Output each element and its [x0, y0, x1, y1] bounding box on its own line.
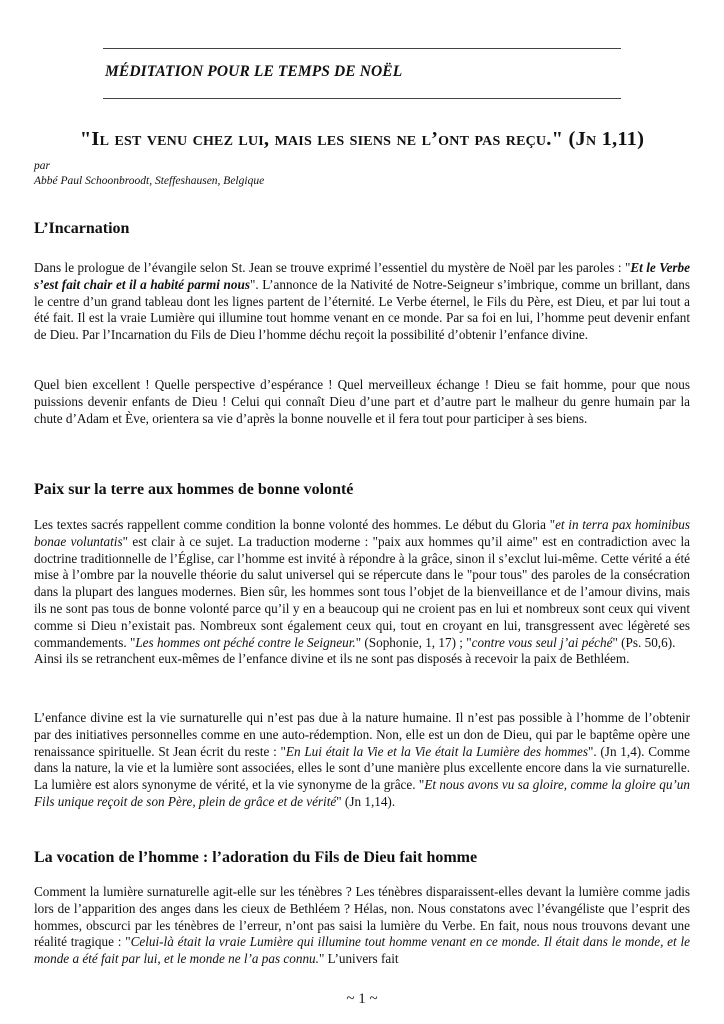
section-heading: L’Incarnation — [34, 220, 130, 237]
emphasized-text: et in terra pax hominibus bonae voluntatis — [34, 517, 690, 549]
text-run: Ainsi ils se retranchent eux-mêmes de l’enfance divine et ils ne sont pas disposés à recevoir la paix de Bethléem. — [34, 651, 630, 667]
emphasized-text: contre vous seul j’ai péché — [471, 634, 613, 650]
byline — [34, 159, 264, 189]
emphasized-text: Celui-là était la vraie Lumière qui illumine tout homme venant en ce monde. Il était dans le monde, et le monde a été fait par lui, et le monde ne l’a pas connu. — [34, 934, 691, 967]
byline-par: par — [34, 160, 50, 172]
byline-author: Abbé Paul Schoonbroodt, Steffeshausen, Belgique — [34, 175, 265, 187]
text-run: Dans le prologue de l’évangile selon St. Jean se trouve exprimé l’essentiel du mystère de Noël par les paroles : " — [34, 260, 631, 275]
text-run: " (Ps. 50,6). — [612, 634, 676, 650]
text-run: " (Jn 1,14). — [336, 793, 396, 809]
text-run: L’enfance divine est la vie surnaturelle qui n’est pas due à la nature humaine. Il n’est pas possible à l’homme de l’obtenir par des initiatives personnelles comme en une auto-rédemption. Non, elle est un don de Dieu, qui par le baptême opère une renaissance spirituelle. St Jean écrit du reste : " — [34, 710, 690, 759]
header-bottom-rule — [103, 98, 621, 99]
text-run: " (Sophonie, 1, 17) ; " — [355, 634, 472, 650]
page-number: ~ 1 ~ — [346, 991, 378, 1007]
paragraph — [34, 517, 690, 668]
paragraph — [34, 377, 690, 427]
text-run: Comment la lumière surnaturelle agit-elle sur les ténèbres ? Les ténèbres disparaissent-elles devant la lumière comme jadis lors de l’apparition des anges dans les cieux de Bethléem ? Hélas, non. Nous constatons avec l’évangéliste que l’esprit des hommes, obscurci par les ténèbres de l’erreur, n’ont pas saisi la lumière du Verbe. En fait, nous nous trouvons devant une réalité tragique : " — [34, 884, 690, 950]
text-run: " L’univers fait — [318, 951, 399, 967]
paragraph — [34, 710, 690, 811]
emphasized-text: Et le Verbe s’est fait chair et il a habité parmi nous — [34, 260, 690, 292]
text-run: " est clair à ce sujet. La traduction moderne : "paix aux hommes qu’il aime" est en contradiction avec la doctrine traditionnelle de l’Église, car l’homme est invité à répondre à la grâce, sinon il s’exclut lui-même. Cette vérité a été mise à l’ombre par la nouvelle théorie du salut universel qui se répercute dans le "pour tous" des paroles de la consécration dans la plupart des langues modernes. Bien sûr, les hommes sont tous l’objet de la bienveillance et de l’amour divins, mais ils ne sont pas tous de bonne volonté parce qu’il y en a beaucoup qui ne croient pas en lui et nombreux sont ceux qui vivent comme si Dieu n’existait pas. Nombreux sont également ceux qui, tout en croyant en lui, transgressent avec légèreté ses commandements. " — [34, 533, 690, 650]
header-title: MÉDITATION POUR LE TEMPS DE NOËL — [105, 63, 403, 80]
emphasized-text: Et nous avons vu sa gloire, comme la gloire qu’un Fils unique reçoit de son Père, plein de grâce et de vérité — [34, 777, 690, 809]
article-title: "Il est venu chez lui, mais les siens ne l’ont pas reçu." (Jn 1,11) — [79, 128, 645, 150]
text-run: Quel bien excellent ! Quelle perspective d’espérance ! Quel merveilleux échange ! Dieu se fait homme, pour que nous puissions devenir enfants de Dieu ! Celui qui connaît Dieu d’une part et d’autre part le malheur du genre humain par la chute d’Adam et Ève, orientera sa vie d’après la bonne nouvelle et il fera tout pour participer à ses biens. — [34, 377, 690, 426]
text-run: ". L’annonce de la Nativité de Notre-Seigneur s’imbrique, comme un brillant, dans le centre d’un grand tableau dont les lignes partent de l’éternité. Le Verbe éternel, le Fils du Père, est Dieu, et par lui tout a été fait. Il est la vraie Lumière qui illumine tout homme venant en ce monde. Par sa foi en lui, l’homme peut devenir enfant de Dieu. Par l’Incarnation du Fils de Dieu l’homme déchu reçoit la possibilité d’obtenir l’enfance divine. — [34, 276, 691, 343]
header-top-rule — [103, 48, 621, 49]
section-heading: Paix sur la terre aux hommes de bonne volonté — [34, 481, 354, 498]
section-heading: La vocation de l’homme : l’adoration du Fils de Dieu fait homme — [34, 849, 478, 866]
text-run: Les textes sacrés rappellent comme condition la bonne volonté des hommes. Le début du Gloria " — [34, 517, 556, 532]
text-run: ". (Jn 1,4). Comme dans la nature, la vie et la lumière sont associées, elles le sont d’une manière plus excellente encore dans la vie surnaturelle. La lumière est alors synonyme de vérité, et la vie synonyme de la grâce. " — [34, 743, 690, 793]
emphasized-text: En Lui était la Vie et la Vie était la Lumière des hommes — [285, 743, 588, 759]
paragraph — [34, 260, 690, 344]
paragraph — [34, 884, 690, 968]
emphasized-text: Les hommes ont péché contre le Seigneur. — [135, 634, 356, 650]
